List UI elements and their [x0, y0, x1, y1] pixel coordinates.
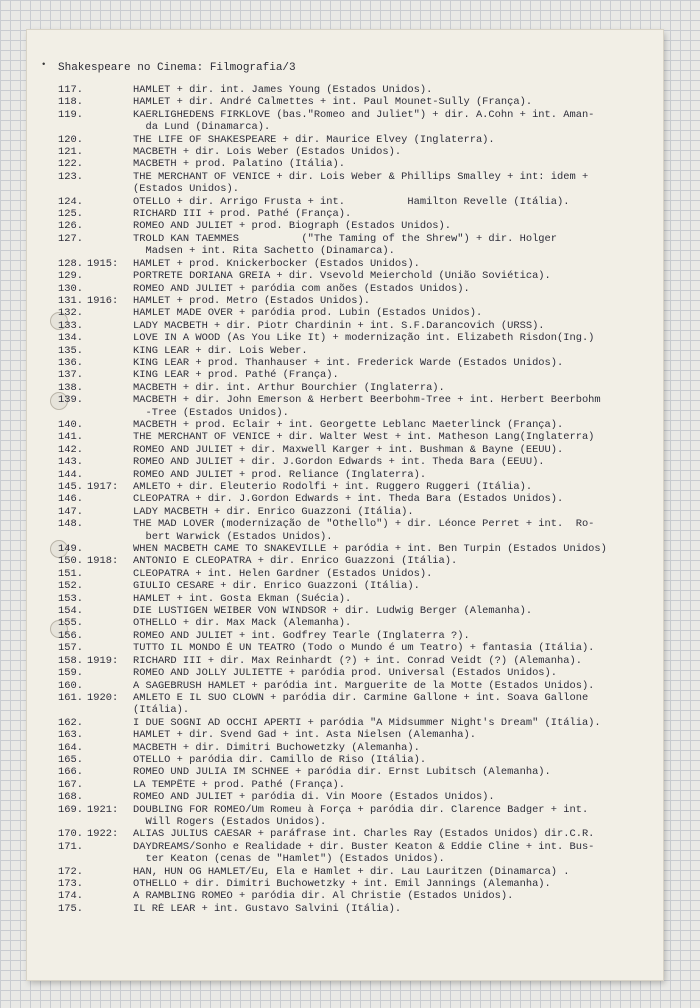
entry-number: 171.: [58, 840, 83, 853]
entry-text: ROMEO UND JULIA IM SCHNEE + paródia dir. Ernst Lubitsch (Alemanha).: [133, 766, 551, 779]
filmography-entry: [27, 518, 663, 543]
entry-text: IL RÈ LEAR + int. Gustavo Salvini (Itália).: [133, 902, 402, 915]
entry-number: 120.: [58, 133, 83, 146]
filmography-entry: [27, 171, 663, 196]
filmography-entry: [27, 357, 663, 369]
entry-text: ROMEO AND JULIET + dir. J.Gordon Edwards + int. Theda Bara (EEUU).: [133, 456, 545, 469]
entry-number: 144.: [58, 468, 83, 481]
entry-number: 137.: [58, 369, 83, 382]
entry-text-continued: bert Warwick (Estados Unidos).: [133, 530, 333, 543]
entry-text: A RAMBLING ROMEO + paródia dir. Al Christie (Estados Unidos).: [133, 890, 514, 903]
entry-number: 121.: [58, 146, 83, 159]
filmography-entry: [27, 84, 663, 96]
entry-text-continued: Madsen + int. Rita Sachetto (Dinamarca).: [133, 245, 395, 258]
entry-text: MACBETH + dir. int. Arthur Bourchier (Inglaterra).: [133, 381, 445, 394]
entry-text: THE LIFE OF SHAKESPEARE + dir. Maurice Elvey (Inglaterra).: [133, 133, 495, 146]
entry-number: 158.: [58, 654, 83, 667]
filmography-entry: [27, 630, 663, 642]
filmography-entry: [27, 109, 663, 134]
entry-number: 141.: [58, 431, 83, 444]
entry-text: CLEOPATRA + int. Helen Gardner (Estados Unidos).: [133, 567, 433, 580]
entry-text: OTELLO + dir. Arrigo Frusta + int. Hamilton Revelle (Itália).: [133, 195, 570, 208]
filmography-entry: [27, 866, 663, 878]
filmography-entry: [27, 96, 663, 108]
entry-text: ROMEO AND JULIET + prod. Reliance (Inglaterra).: [133, 468, 427, 481]
entry-text: TROLD KAN TAEMMES ("The Taming of the Shrew") + dir. Holger: [133, 232, 558, 245]
entry-number: 170.: [58, 828, 83, 841]
entry-text: LA TEMPÊTE + prod. Pathé (França).: [133, 778, 346, 791]
entry-number: 162.: [58, 716, 83, 729]
filmography-entry: [27, 642, 663, 654]
document-page: [27, 30, 663, 980]
entry-text-continued: da Lund (Dinamarca).: [133, 121, 271, 134]
entry-text: KING LEAR + prod. Thanhauser + int. Frederick Warde (Estados Unidos).: [133, 356, 564, 369]
entry-text: MACBETH + dir. John Emerson & Herbert Beerbohm-Tree + int. Herbert Beerbohm: [133, 394, 601, 407]
entry-text: PORTRETE DORIANA GREIA + dir. Vsevold Meierchold (União Soviética).: [133, 270, 551, 283]
filmography-entry: [27, 208, 663, 220]
entry-number: 128.: [58, 257, 83, 270]
entry-text: AMLETO + dir. Eleuterio Rodolfi + int. Ruggero Ruggeri (Itália).: [133, 481, 533, 493]
entry-number: 145.: [58, 481, 83, 493]
entry-text: MACBETH + dir. Dimitri Buchowetzky (Alemanha).: [133, 741, 420, 754]
entry-text: OTHELLO + dir. Max Mack (Alemanha).: [133, 617, 352, 630]
filmography-list: [27, 84, 663, 915]
filmography-entry: [27, 903, 663, 915]
filmography-entry: [27, 307, 663, 319]
filmography-entry: [27, 692, 663, 717]
entry-year: 1921:: [87, 803, 119, 816]
entry-number: 126.: [58, 220, 83, 233]
entry-text: KING LEAR + dir. Lois Weber.: [133, 344, 308, 357]
filmography-entry: [27, 493, 663, 505]
filmography-entry: [27, 382, 663, 394]
entry-number: 143.: [58, 456, 83, 469]
entry-text: HAMLET + prod. Metro (Estados Unidos).: [133, 294, 370, 307]
entry-number: 168.: [58, 791, 83, 804]
entry-number: 161.: [58, 691, 83, 704]
entry-text: LADY MACBETH + dir. Piotr Chardinin + int. S.F.Darancovich (URSS).: [133, 319, 545, 332]
entry-number: 155.: [58, 617, 83, 630]
filmography-entry: [27, 804, 663, 829]
filmography-entry: [27, 469, 663, 481]
entry-number: 117.: [58, 84, 83, 96]
entry-text: THE MAD LOVER (modernização de "Othello") + dir. Léonce Perret + int. Ro-: [133, 518, 595, 531]
filmography-entry: [27, 828, 663, 840]
filmography-entry: [27, 270, 663, 282]
filmography-entry: [27, 431, 663, 443]
entry-text: ALIAS JULIUS CAESAR + paráfrase int. Charles Ray (Estados Unidos) dir.C.R.: [133, 828, 595, 841]
filmography-entry: [27, 394, 663, 419]
filmography-entry: [27, 134, 663, 146]
filmography-entry: [27, 220, 663, 232]
filmography-entry: [27, 320, 663, 332]
filmography-entry: [27, 233, 663, 258]
entry-number: 156.: [58, 629, 83, 642]
entry-text: DOUBLING FOR ROMEO/Um Romeu à Força + paródia dir. Clarence Badger + int.: [133, 803, 589, 816]
entry-number: 136.: [58, 356, 83, 369]
filmography-entry: [27, 295, 663, 307]
entry-year: 1920:: [87, 691, 119, 704]
entry-text: GIULIO CESARE + dir. Enrico Guazzoni (Itália).: [133, 580, 420, 593]
entry-text-continued: ter Keaton (cenas de "Hamlet") (Estados Unidos).: [133, 853, 445, 866]
filmography-entry: [27, 841, 663, 866]
entry-number: 134.: [58, 332, 83, 345]
entry-text: ROMEO AND JULIET + paródia com anões (Estados Unidos).: [133, 282, 470, 295]
filmography-entry: [27, 419, 663, 431]
entry-number: 135.: [58, 344, 83, 357]
entry-text: A SAGEBRUSH HAMLET + paródia int. Marguerite de la Motte (Estados Unidos).: [133, 679, 595, 692]
entry-text: THE MERCHANT OF VENICE + dir. Walter West + int. Matheson Lang(Inglaterra): [133, 431, 595, 444]
filmography-entry: [27, 617, 663, 629]
entry-text: MACBETH + dir. Lois Weber (Estados Unidos).: [133, 146, 402, 159]
entry-text: ROMEO AND JOLLY JULIETTE + paródia prod. Universal (Estados Unidos).: [133, 667, 558, 680]
entry-number: 174.: [58, 890, 83, 903]
entry-number: 166.: [58, 766, 83, 779]
entry-text: HAMLET + dir. André Calmettes + int. Paul Mounet-Sully (França).: [133, 96, 533, 109]
filmography-entry: [27, 506, 663, 518]
entry-number: 159.: [58, 667, 83, 680]
filmography-entry: [27, 345, 663, 357]
filmography-entry: [27, 283, 663, 295]
entry-text: MACBETH + prod. Palatino (Itália).: [133, 158, 346, 171]
entry-text: OTELLO + paródia dir. Camillo de Riso (Itália).: [133, 753, 427, 766]
entry-text: ROMEO AND JULIET + dir. Maxwell Karger + int. Bushman & Bayne (EEUU).: [133, 443, 564, 456]
entry-number: 133.: [58, 319, 83, 332]
entry-text: I DUE SOGNI AD OCCHI APERTI + paródia "A Midsummer Night's Dream" (Itália).: [133, 716, 601, 729]
entry-number: 154.: [58, 605, 83, 618]
entry-number: 119.: [58, 108, 83, 121]
entry-number: 175.: [58, 902, 83, 915]
filmography-entry: [27, 580, 663, 592]
entry-number: 146.: [58, 493, 83, 506]
entry-text: ANTONIO E CLEOPATRA + dir. Enrico Guazzoni (Itália).: [133, 555, 458, 568]
filmography-entry: [27, 890, 663, 902]
entry-number: 150.: [58, 555, 83, 568]
filmography-entry: [27, 605, 663, 617]
entry-text: HAN, HUN OG HAMLET/Eu, Ela e Hamlet + dir. Lau Lauritzen (Dinamarca) .: [133, 865, 570, 878]
filmography-entry: [27, 369, 663, 381]
entry-text: THE MERCHANT OF VENICE + dir. Lois Weber & Phillips Smalley + int: idem +: [133, 170, 589, 183]
entry-text: LADY MACBETH + dir. Enrico Guazzoni (Itália).: [133, 505, 414, 518]
entry-text: HAMLET + prod. Knickerbocker (Estados Unidos).: [133, 257, 420, 270]
filmography-entry: [27, 568, 663, 580]
entry-text: RICHARD III + prod. Pathé (França).: [133, 208, 352, 221]
filmography-entry: [27, 680, 663, 692]
entry-year: 1918:: [87, 555, 119, 568]
entry-number: 124.: [58, 195, 83, 208]
entry-number: 167.: [58, 778, 83, 791]
entry-number: 151.: [58, 567, 83, 580]
entry-number: 125.: [58, 208, 83, 221]
filmography-entry: [27, 332, 663, 344]
entry-text: ROMEO AND JULIET + prod. Biograph (Estados Unidos).: [133, 220, 452, 233]
filmography-entry: [27, 742, 663, 754]
entry-number: 157.: [58, 642, 83, 655]
entry-year: 1922:: [87, 828, 119, 841]
filmography-entry: [27, 196, 663, 208]
entry-text: HAMLET + int. Gosta Ekman (Suécia).: [133, 592, 352, 605]
entry-text: KING LEAR + prod. Pathé (França).: [133, 369, 339, 382]
entry-number: 147.: [58, 505, 83, 518]
entry-text: TUTTO IL MONDO È UN TEATRO (Todo o Mundo é um Teatro) + fantasia (Itália).: [133, 642, 595, 655]
entry-text: AMLETO E IL SUO CLOWN + paródia dir. Carmine Gallone + int. Soava Gallone: [133, 691, 589, 704]
entry-text: HAMLET + dir. Svend Gad + int. Asta Nielsen (Alemanha).: [133, 729, 476, 742]
entry-text: ROMEO AND JULIET + int. Godfrey Tearle (Inglaterra ?).: [133, 629, 470, 642]
entry-number: 139.: [58, 394, 83, 407]
entry-number: 118.: [58, 96, 83, 109]
entry-number: 160.: [58, 679, 83, 692]
filmography-entry: [27, 481, 663, 493]
filmography-entry: [27, 555, 663, 567]
page-title: Shakespeare no Cinema: Filmografia/3: [58, 62, 296, 74]
entry-year: 1916:: [87, 294, 119, 307]
entry-year: 1917:: [87, 481, 119, 493]
entry-text: LOVE IN A WOOD (As You Like It) + modernização int. Elizabeth Risdon(Ing.): [133, 332, 595, 345]
entry-number: 165.: [58, 753, 83, 766]
filmography-entry: [27, 754, 663, 766]
entry-number: 172.: [58, 865, 83, 878]
entry-year: 1915:: [87, 257, 119, 270]
entry-number: 153.: [58, 592, 83, 605]
entry-number: 169.: [58, 803, 83, 816]
filmography-entry: [27, 779, 663, 791]
filmography-entry: [27, 444, 663, 456]
entry-text: DIE LUSTIGEN WEIBER VON WINDSOR + dir. Ludwig Berger (Alemanha).: [133, 605, 533, 618]
filmography-entry: [27, 146, 663, 158]
filmography-entry: [27, 729, 663, 741]
filmography-entry: [27, 456, 663, 468]
entry-number: 152.: [58, 580, 83, 593]
entry-text: HAMLET + dir. int. James Young (Estados Unidos).: [133, 84, 433, 96]
filmography-entry: [27, 543, 663, 555]
filmography-entry: [27, 717, 663, 729]
entry-text: RICHARD III + dir. Max Reinhardt (?) + int. Conrad Veidt (?) (Alemanha).: [133, 654, 582, 667]
entry-text: CLEOPATRA + dir. J.Gordon Edwards + int. Theda Bara (Estados Unidos).: [133, 493, 564, 506]
entry-text-continued: (Estados Unidos).: [133, 183, 240, 196]
filmography-entry: [27, 158, 663, 170]
entry-number: 148.: [58, 518, 83, 531]
entry-number: 149.: [58, 543, 83, 556]
entry-text: OTHELLO + dir. Dimitri Buchowetzky + int. Emil Jannings (Alemanha).: [133, 878, 551, 890]
entry-text: MACBETH + prod. Eclair + int. Georgette Leblanc Maeterlinck (França).: [133, 418, 564, 431]
entry-number: 138.: [58, 381, 83, 394]
entry-number: 130.: [58, 282, 83, 295]
entry-text: HAMLET MADE OVER + paródia prod. Lubin (Estados Unidos).: [133, 307, 483, 320]
entry-number: 140.: [58, 418, 83, 431]
entry-number: 163.: [58, 729, 83, 742]
entry-text: DAYDREAMS/Sonho e Realidade + dir. Buster Keaton & Eddie Cline + int. Bus-: [133, 840, 595, 853]
entry-year: 1919:: [87, 654, 119, 667]
filmography-entry: [27, 791, 663, 803]
entry-number: 129.: [58, 270, 83, 283]
entry-number: 164.: [58, 741, 83, 754]
filmography-entry: [27, 766, 663, 778]
entry-number: 132.: [58, 307, 83, 320]
entry-number: 142.: [58, 443, 83, 456]
entry-text-continued: Will Rogers (Estados Unidos).: [133, 815, 327, 828]
filmography-entry: [27, 655, 663, 667]
entry-text: ROMEO AND JULIET + paródia di. Vin Moore (Estados Unidos).: [133, 791, 495, 804]
entry-text-continued: (Itália).: [133, 704, 190, 717]
entry-number: 173.: [58, 878, 83, 890]
entry-number: 131.: [58, 294, 83, 307]
filmography-entry: [27, 667, 663, 679]
filmography-entry: [27, 593, 663, 605]
margin-mark: •: [41, 60, 47, 70]
entry-number: 127.: [58, 232, 83, 245]
entry-text-continued: -Tree (Estados Unidos).: [133, 406, 289, 419]
filmography-entry: [27, 258, 663, 270]
entry-number: 123.: [58, 170, 83, 183]
entry-number: 122.: [58, 158, 83, 171]
filmography-entry: [27, 878, 663, 890]
entry-text: WHEN MACBETH CAME TO SNAKEVILLE + paródia + int. Ben Turpin (Estados Unidos): [133, 543, 607, 556]
entry-text: KAERLIGHEDENS FIRKLOVE (bas."Romeo and Juliet") + dir. A.Cohn + int. Aman-: [133, 108, 595, 121]
